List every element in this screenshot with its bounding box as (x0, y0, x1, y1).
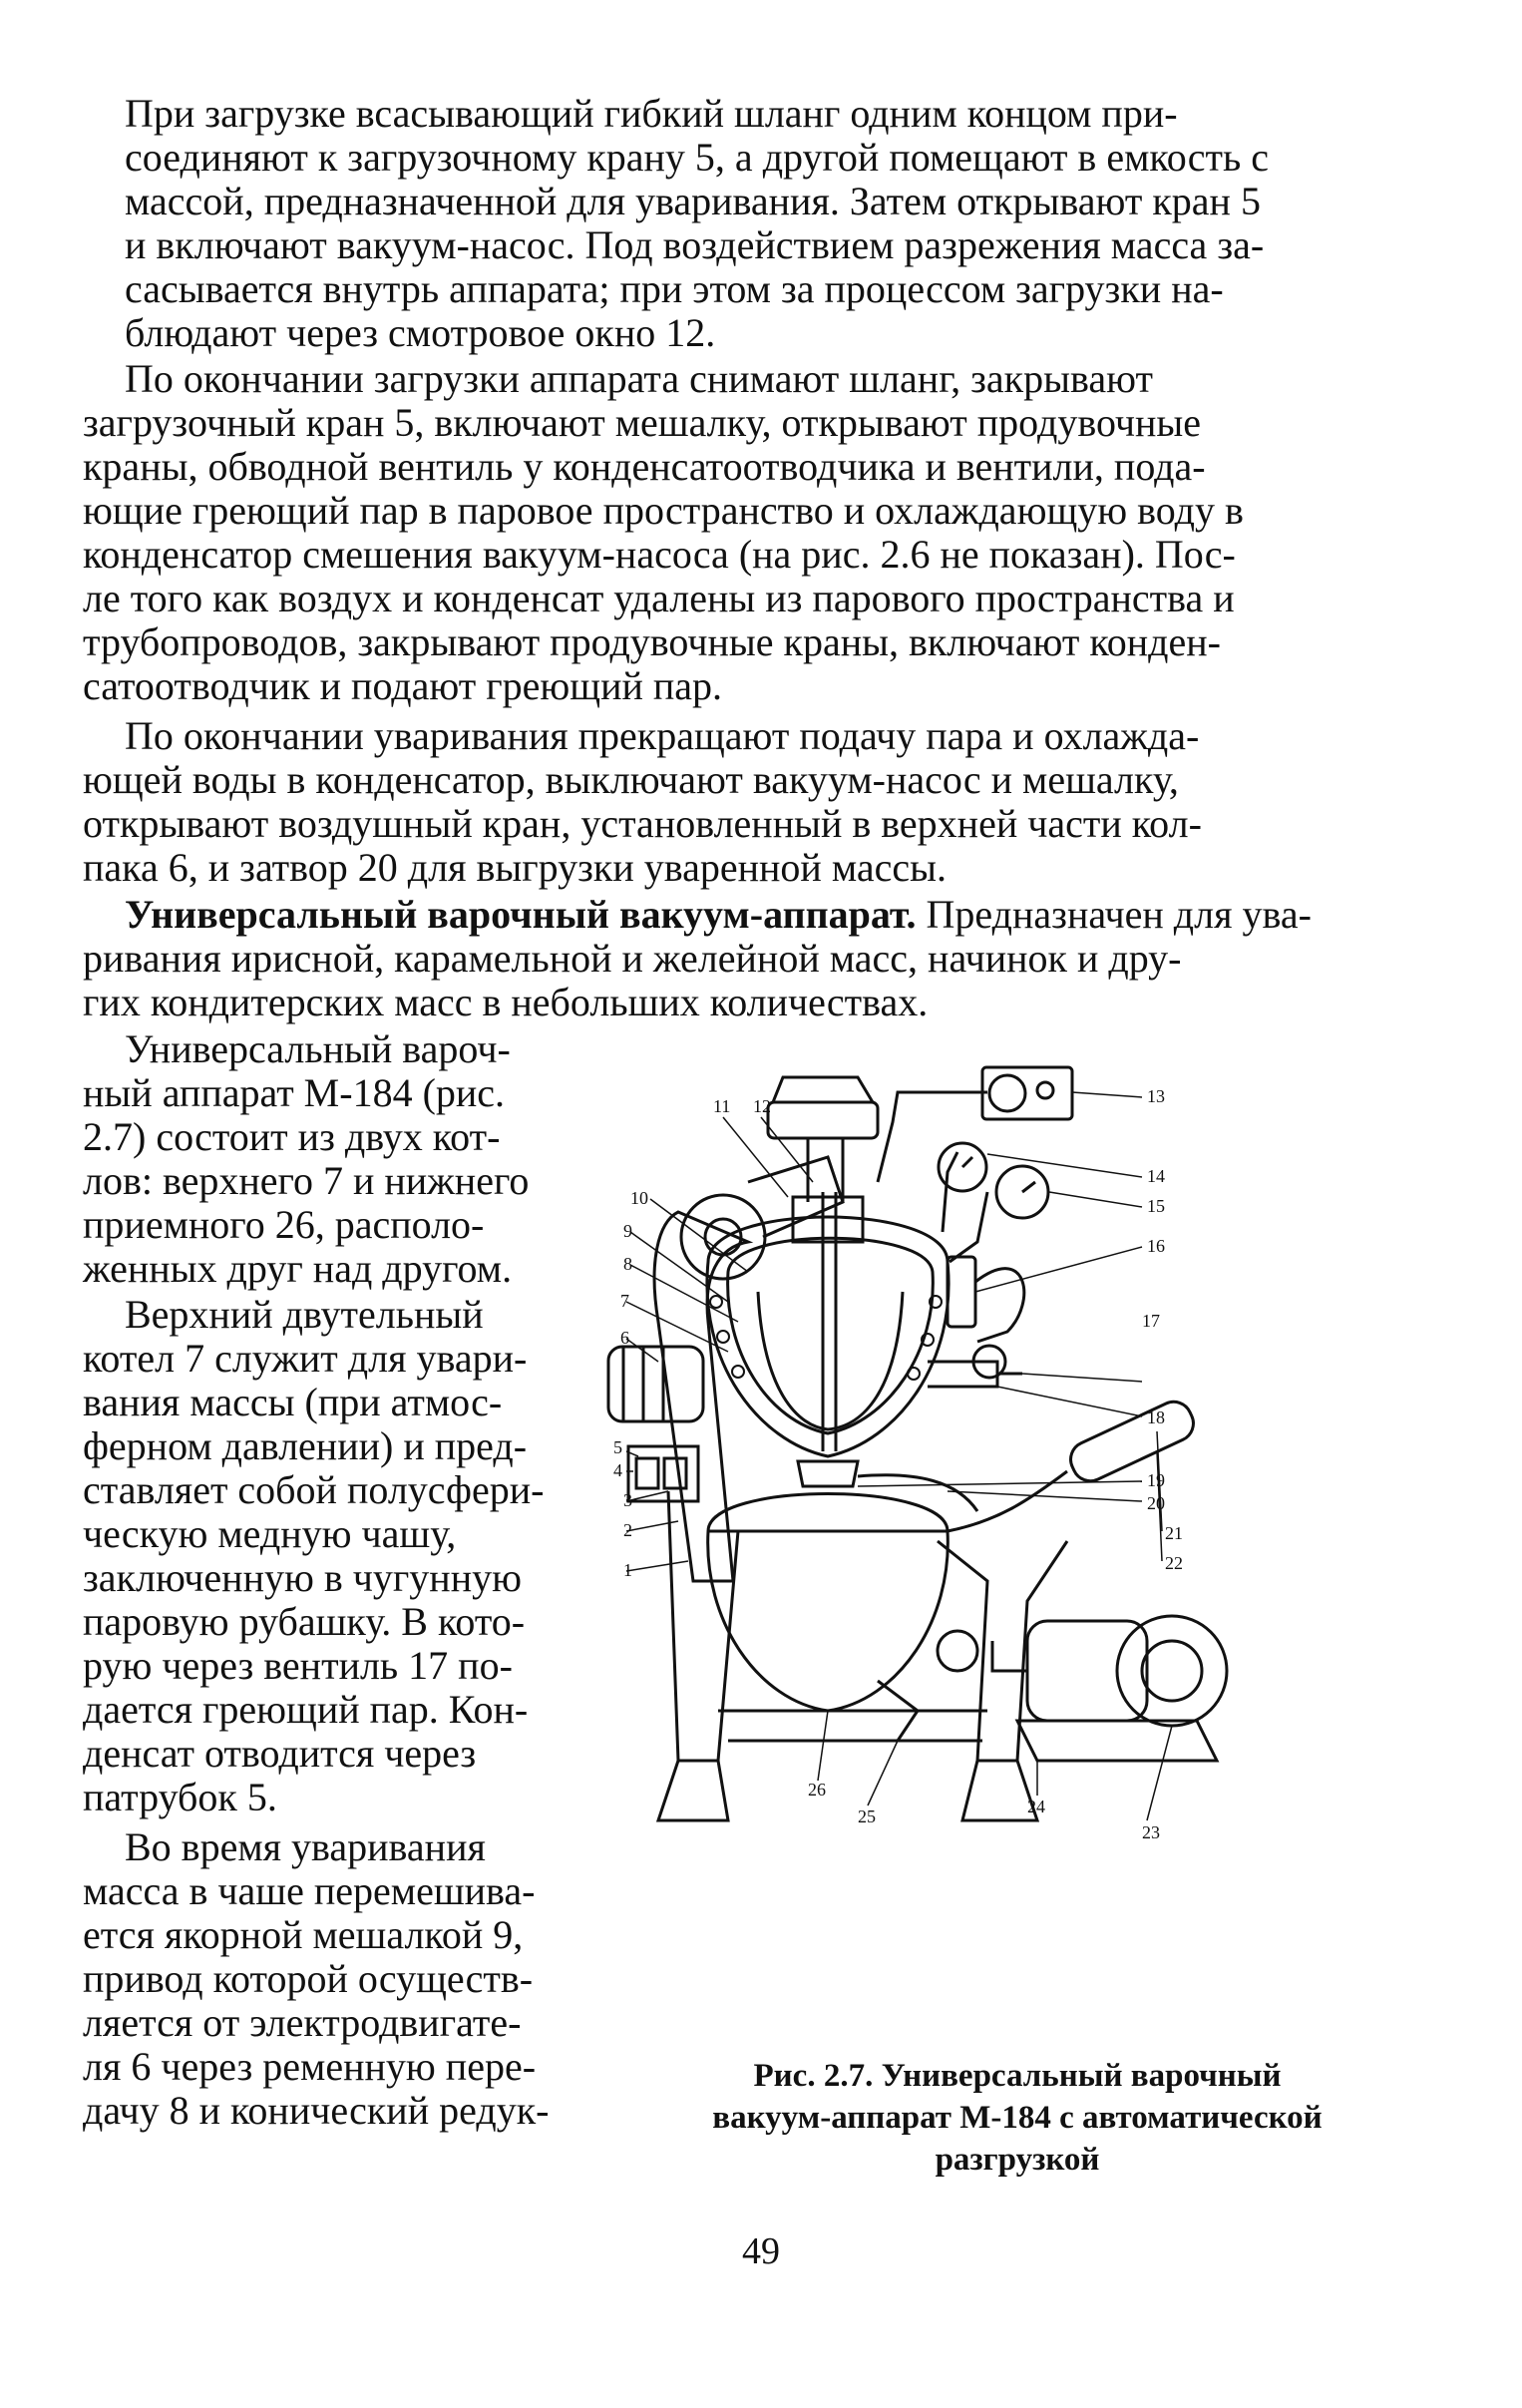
figure-caption (638, 2055, 1396, 2181)
text-line: женных друг над другом. (83, 1246, 513, 1291)
figure-label: 24 (1027, 1797, 1045, 1816)
text-line: приемного 26, располо- (83, 1202, 485, 1247)
text-line: ющей воды в конденсатор, выключают вакуум-насос и мешалку, (83, 757, 1179, 802)
figure-label: 4 (613, 1460, 622, 1480)
text-line: патрубок 5. (83, 1775, 277, 1819)
text-line: По окончании уваривания прекращают подачу пара и охлажда- (125, 713, 1200, 758)
paragraph-end-boiling (83, 714, 1406, 890)
text-line: сасывается внутрь аппарата; при этом за процессом загрузки на- (125, 266, 1224, 311)
text-line: ющие греющий пар в паровое пространство и охлаждающую воду в (83, 488, 1244, 533)
text-line: заключенную в чугунную (83, 1555, 522, 1600)
text-line: трубопроводов, закрывают продувочные краны, включают конден- (83, 619, 1221, 664)
text-line: Во время уваривания (125, 1824, 486, 1869)
text-line: гих кондитерских масс в небольших количествах. (83, 980, 929, 1024)
text-line: котел 7 служит для увари- (83, 1336, 528, 1381)
text-line: ривания ирисной, карамельной и желейной масс, начинок и дру- (83, 936, 1182, 981)
figure-label: 23 (1142, 1822, 1160, 1842)
text-line: ля 6 через ременную пере- (83, 2044, 537, 2089)
figure-label: 3 (623, 1490, 632, 1510)
caption-line: Рис. 2.7. Универсальный варочный (753, 2058, 1282, 2094)
figure-label: 2 (623, 1520, 632, 1540)
text-line: дается греющий пар. Кон- (83, 1687, 529, 1732)
text-line: Универсальный вароч- (125, 1026, 511, 1071)
text-line: соединяют к загрузочному крану 5, а другой помещают в емкость с (125, 135, 1270, 180)
section-heading: Универсальный варочный вакуум-аппарат. (125, 892, 917, 937)
figure-label: 16 (1147, 1236, 1165, 1256)
figure-label: 1 (623, 1560, 632, 1580)
text-line: 2.7) состоит из двух кот- (83, 1114, 501, 1159)
text-line: ческую медную чашу, (83, 1511, 457, 1556)
paragraph-after-loading (83, 357, 1406, 708)
section-first-line (83, 893, 1406, 937)
text-line: Предназначен для ува- (926, 892, 1312, 937)
text-line: и включают вакуум-насос. Под воздействием разрежения масса за- (125, 222, 1265, 267)
text-line: ется якорной мешалкой 9, (83, 1912, 524, 1957)
text-line: массой, предназначенной для уваривания. Затем открывают кран 5 (125, 179, 1261, 223)
figure-label: 5 (613, 1437, 622, 1457)
section-universal-apparatus (83, 893, 1406, 1024)
text-line: ферном давлении) и пред- (83, 1423, 528, 1468)
text-line: ляется от электродвигате- (83, 2000, 522, 2045)
figure-label: 9 (623, 1221, 632, 1241)
text-line: ле того как воздух и конденсат удалены из парового пространства и (83, 576, 1235, 620)
text-line: При загрузке всасывающий гибкий шланг одним концом при- (125, 91, 1178, 136)
text-line: краны, обводной вентиль у конденсатоотводчика и вентили, пода- (83, 444, 1206, 489)
figure-label: 11 (713, 1096, 731, 1116)
text-line: По окончании загрузки аппарата снимают шланг, закрывают (125, 356, 1153, 401)
text-line: вания массы (при атмос- (83, 1380, 503, 1424)
figure-label: 17 (1142, 1311, 1160, 1331)
caption-line: вакуум-аппарат М-184 с автоматической (712, 2100, 1323, 2136)
left-column-paragraph-3 (83, 1825, 591, 2133)
text-line: дачу 8 и конический редук- (83, 2088, 550, 2133)
text-line: ставляет собой полусфери- (83, 1467, 545, 1512)
text-line: конденсатор смешения вакуум-насоса (на рис. 2.6 не показан). Пос- (83, 532, 1236, 577)
figure-label: 10 (630, 1188, 648, 1208)
figure-label: 14 (1147, 1166, 1165, 1186)
figure-label: 12 (753, 1096, 771, 1116)
figure-label: 13 (1147, 1086, 1165, 1106)
figure-label: 25 (858, 1806, 876, 1826)
text-line: рую через вентиль 17 по- (83, 1643, 513, 1688)
text-line: лов: верхнего 7 и нижнего (83, 1158, 530, 1203)
text-line: блюдают через смотровое окно 12. (125, 310, 716, 355)
caption-line: разгрузкой (935, 2142, 1100, 2178)
text-line: ный аппарат М-184 (рис. (83, 1070, 506, 1115)
text-line: открывают воздушный кран, установленный в верхней части кол- (83, 801, 1202, 846)
figure-label: 7 (620, 1291, 629, 1311)
left-column-paragraph-2 (83, 1293, 591, 1819)
text-line: пака 6, и затвор 20 для выгрузки уваренной массы. (83, 845, 948, 890)
page-number: 49 (742, 2230, 780, 2272)
text-line: загрузочный кран 5, включают мешалку, открывают продувочные (83, 400, 1202, 445)
figure-label: 21 (1165, 1523, 1183, 1543)
left-column-paragraph-1 (83, 1027, 591, 1291)
text-line: паровую рубашку. В кото- (83, 1599, 526, 1644)
figure-label: 26 (808, 1780, 826, 1800)
apparatus-drawing (608, 1067, 1227, 1820)
paragraph-loading (125, 92, 1406, 355)
text-line: сатоотводчик и подают греющий пар. (83, 663, 723, 708)
figure-label: 6 (620, 1328, 629, 1348)
figure-label: 20 (1147, 1493, 1165, 1513)
figure-label: 22 (1165, 1553, 1183, 1573)
figure-label: 18 (1147, 1407, 1165, 1427)
text-line: привод которой осуществ- (83, 1956, 534, 2001)
figure-label: 19 (1147, 1470, 1165, 1490)
figure-label: 8 (623, 1254, 632, 1274)
apparatus-figure (598, 1062, 1376, 2060)
figure-label: 15 (1147, 1196, 1165, 1216)
text-line: денсат отводится через (83, 1731, 477, 1776)
text-line: масса в чаше перемешива- (83, 1868, 536, 1913)
text-line: Верхний двутельный (125, 1292, 484, 1337)
